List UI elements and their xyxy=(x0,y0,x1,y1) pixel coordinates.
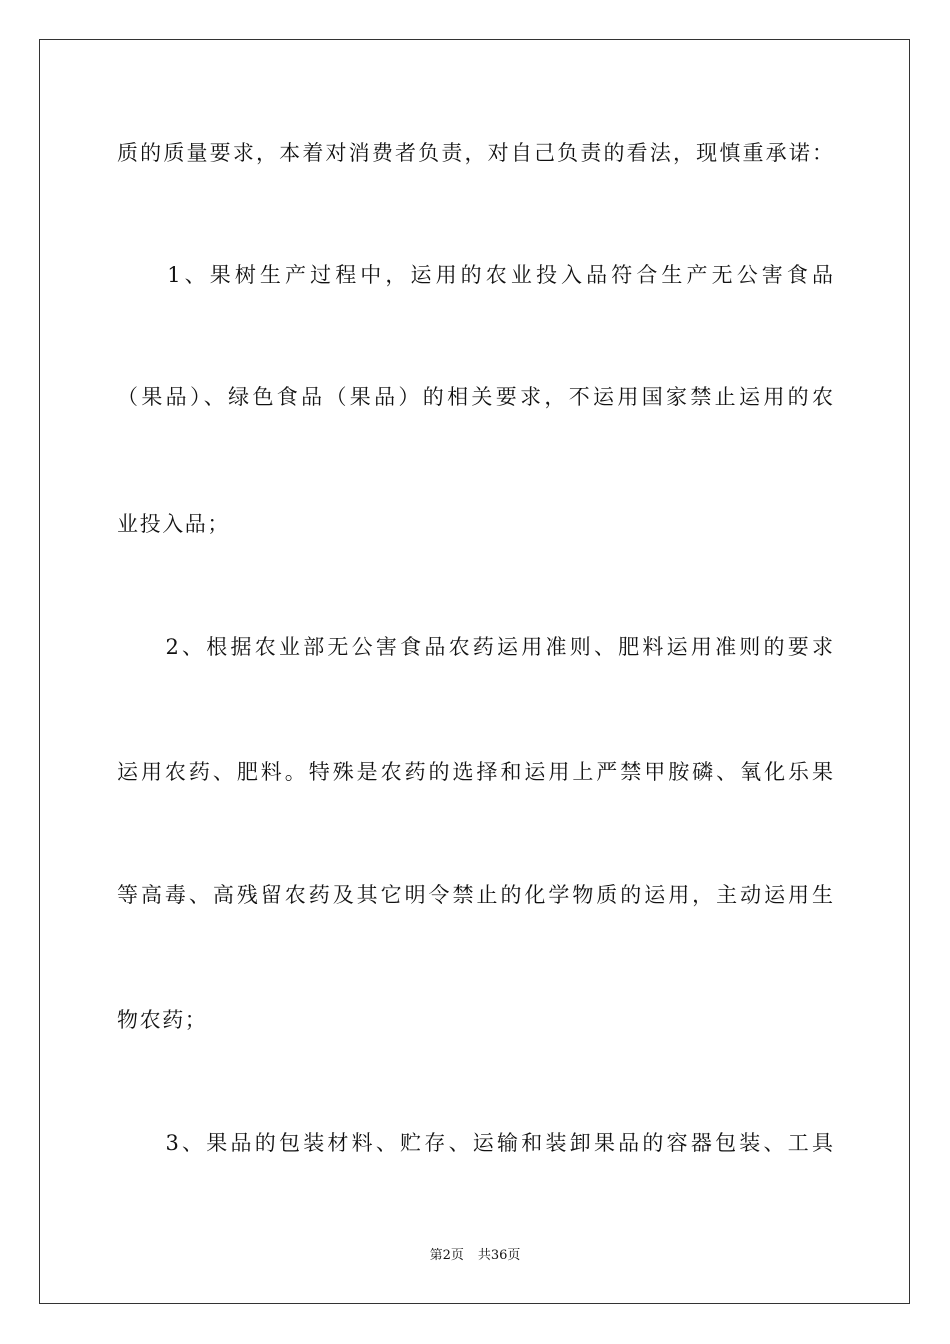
page-footer xyxy=(0,1247,950,1265)
page-total: 共36页 xyxy=(477,1248,521,1263)
body-line-5: 2、根据农业部无公害食品农药运用准则、肥料运用准则的要求 xyxy=(117,635,833,659)
body-line-7: 等高毒、高残留农药及其它明令禁止的化学物质的运用，主动运用生 xyxy=(117,883,833,907)
body-line-1: 质的质量要求，本着对消费者负责，对自己负责的看法，现慎重承诺： xyxy=(117,141,833,165)
body-line-8: 物农药； xyxy=(117,1008,208,1032)
body-line-2: 1、果树生产过程中，运用的农业投入品符合生产无公害食品 xyxy=(117,263,833,287)
page-border xyxy=(39,39,910,1304)
page-number: 第2页 xyxy=(429,1248,464,1263)
body-line-9: 3、果品的包装材料、贮存、运输和装卸果品的容器包装、工具 xyxy=(117,1131,833,1155)
body-line-4: 业投入品； xyxy=(117,512,230,536)
body-line-6: 运用农药、肥料。特殊是农药的选择和运用上严禁甲胺磷、氧化乐果 xyxy=(117,760,833,784)
body-line-3: （果品）、绿色食品（果品）的相关要求，不运用国家禁止运用的农 xyxy=(117,385,833,409)
